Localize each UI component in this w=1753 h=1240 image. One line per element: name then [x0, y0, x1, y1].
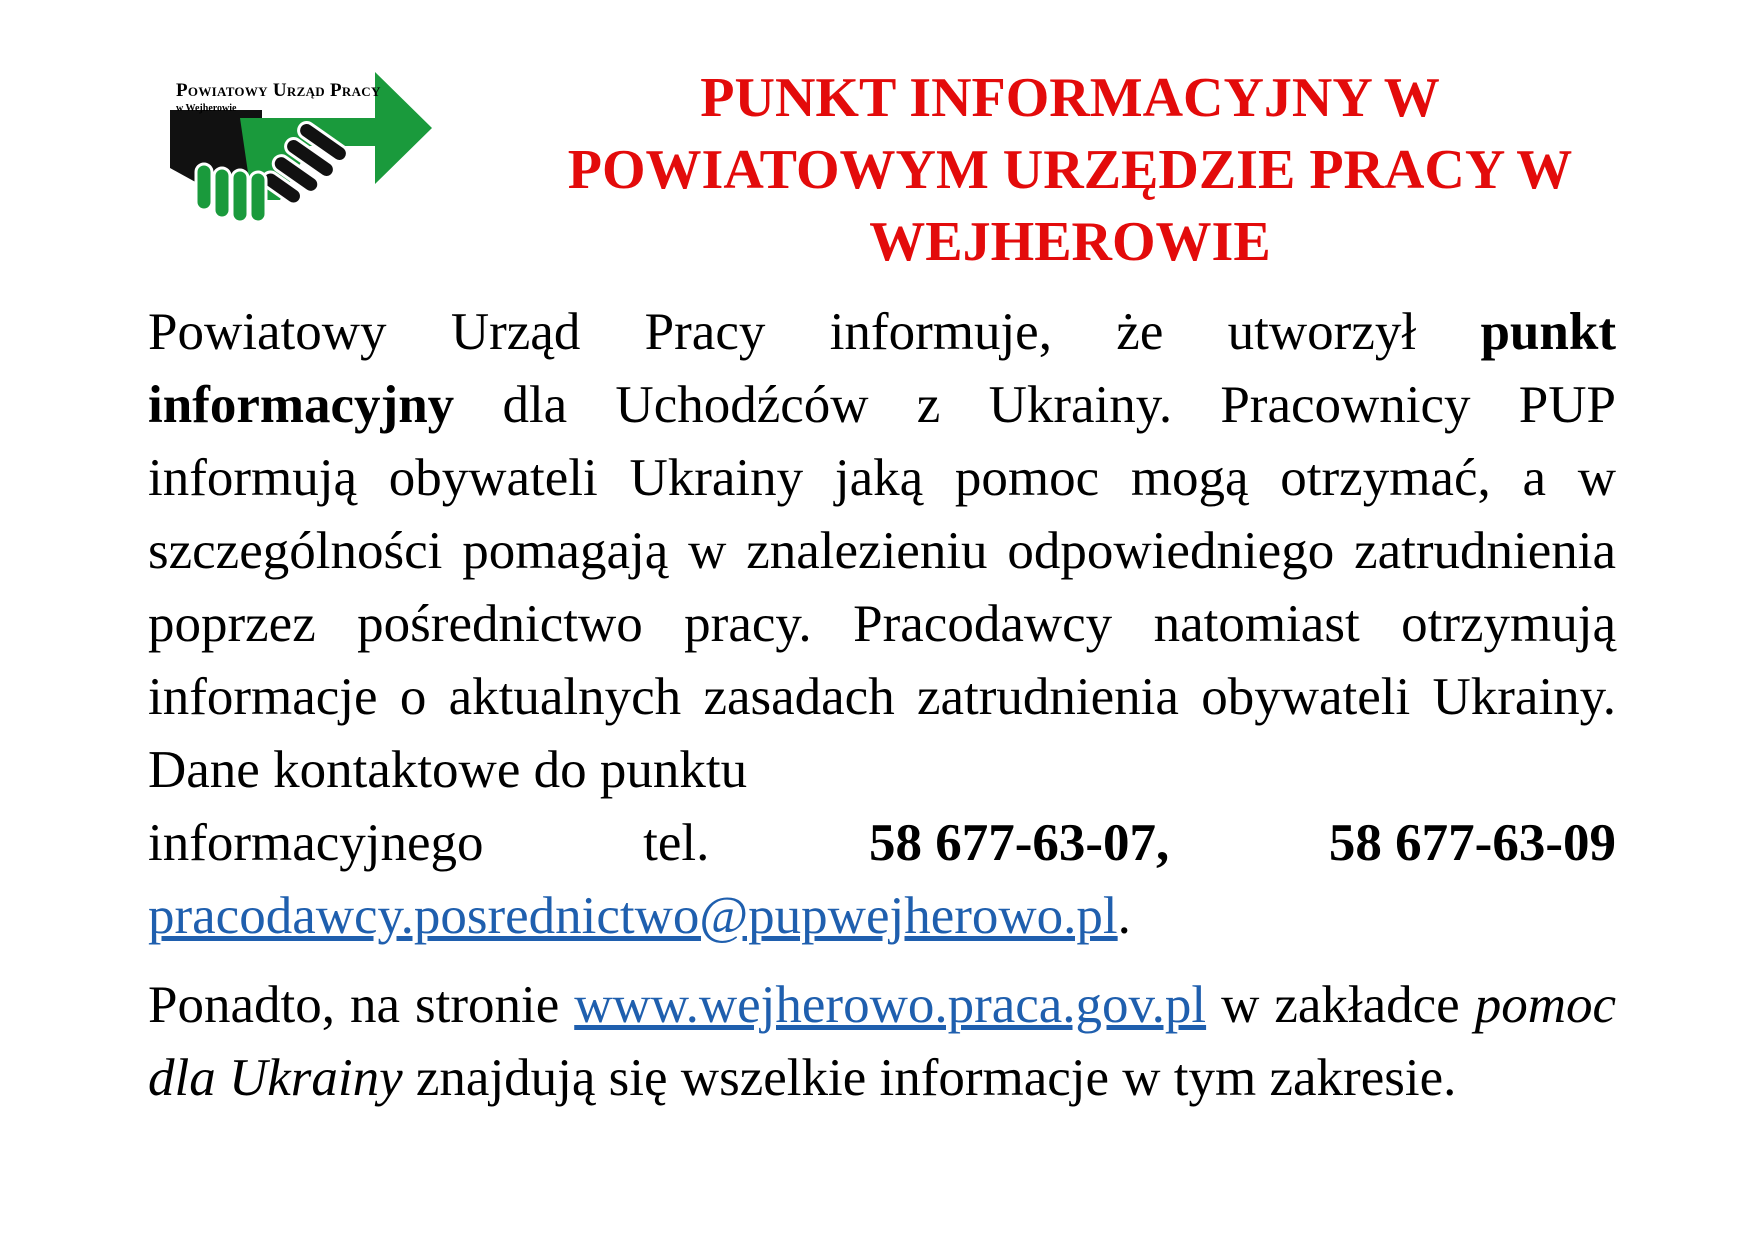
ukraine-help-tab-name: pomoc dla Ukrainy — [148, 976, 1617, 1107]
title-line-3: WEJHEROWIE — [869, 211, 1271, 273]
phone-number-2: 58 677-63-09 — [1328, 814, 1616, 872]
email-line — [148, 880, 1616, 953]
title-line-2: POWIATOWYM URZĘDZIE PRACY W — [567, 139, 1573, 201]
title-line-1: PUNKT INFORMACYJNY W — [700, 67, 1440, 129]
body-text — [148, 296, 1616, 1115]
phone-label: tel. — [643, 814, 710, 872]
email-link[interactable]: pracodawcy.posrednictwo@pupwejherowo.pl — [148, 887, 1118, 945]
para1-text-3: informacyjnego — [148, 814, 484, 872]
contact-phone-line — [148, 807, 1616, 880]
paragraph-info-point — [148, 296, 1616, 953]
para2-text-2: w zakładce — [1206, 976, 1475, 1034]
para2-text-3: znajdują się wszelkie informacje w tym zakresie. — [402, 1049, 1457, 1107]
phone-number-1: 58 677-63-07, — [869, 814, 1170, 872]
logo-city: w Wejherowie — [176, 103, 237, 114]
logo-name: Powiatowy Urząd Pracy — [176, 80, 381, 101]
website-link[interactable]: www.wejherowo.praca.gov.pl — [574, 976, 1207, 1034]
para1-period: . — [1117, 887, 1131, 945]
pup-logo — [170, 72, 485, 230]
para1-text-2: dla Uchodźców z Ukrainy. Pracownicy PUP informują obywateli Ukrainy jaką pomoc mogą otrzymać, a w szczególności pomagają w znalezieniu odpowiedniego zatrudnienia poprzez pośrednictwo pracy. Pracodawcy natomiast otrzymują informacje o aktualnych zasadach zatrudnienia obywateli Ukrainy. Dane kontaktowe do punktu — [148, 376, 1616, 799]
paragraph-website — [148, 969, 1616, 1115]
para1-text-1: Powiatowy Urząd Pracy informuje, że utworzył — [148, 303, 1481, 361]
page-title — [520, 62, 1620, 278]
para2-text-1: Ponadto, na stronie — [148, 976, 575, 1034]
para1-bold-info-point: punkt informacyjny — [148, 303, 1616, 434]
